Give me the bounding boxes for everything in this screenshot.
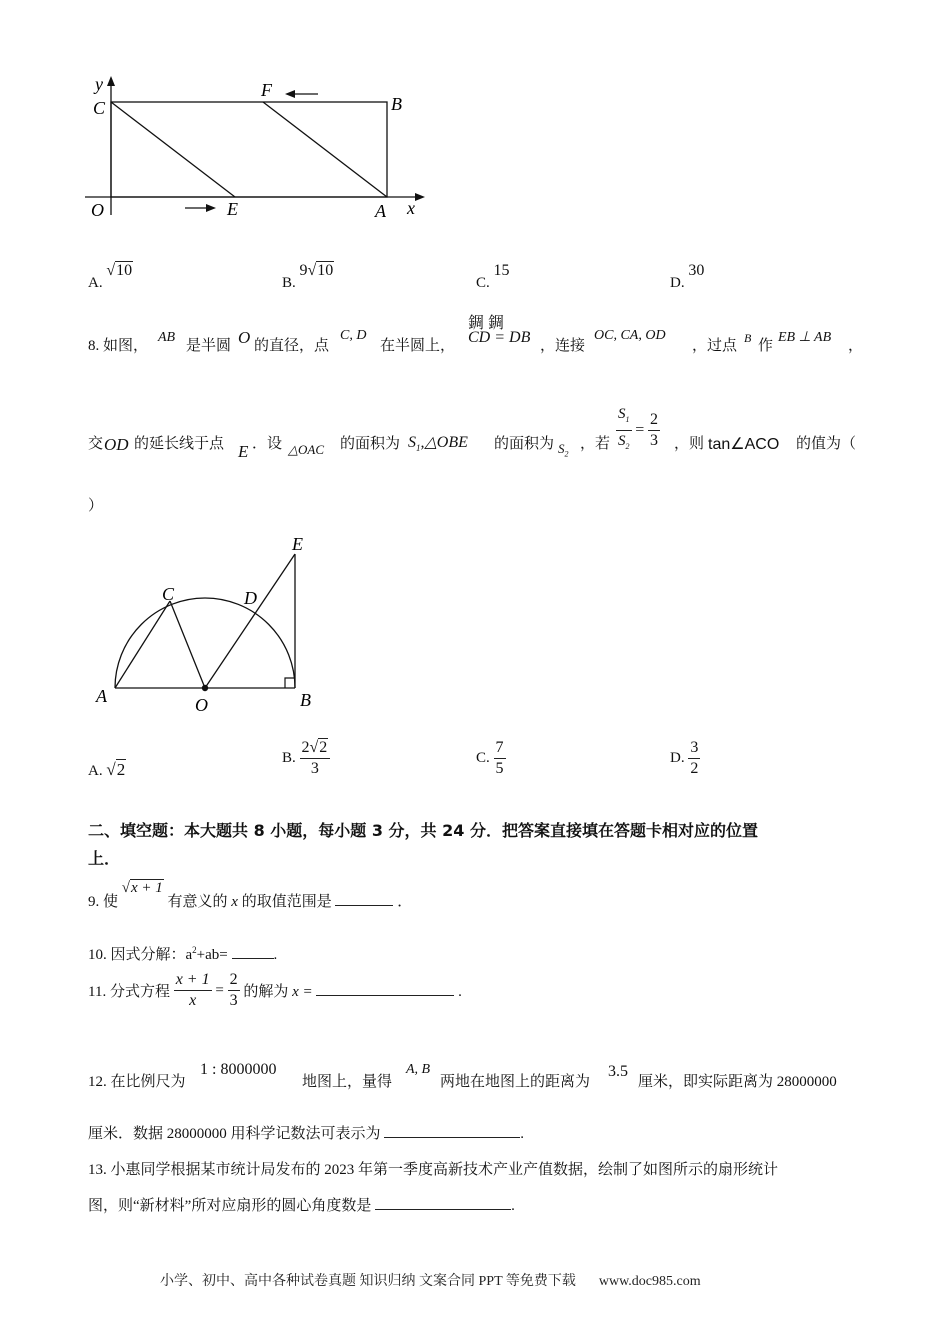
q11-answer-blank[interactable] bbox=[316, 981, 454, 996]
label-x: x bbox=[407, 198, 415, 218]
q11: 11. 分式方程 $\frac{x + 1}{x}$ = $\frac{2}{3}$ 的解为 x = . bbox=[88, 971, 462, 1009]
q7-option-a: A. √10 bbox=[88, 262, 133, 291]
semicircle bbox=[115, 598, 295, 688]
q10-answer-blank[interactable] bbox=[232, 944, 274, 959]
figure-q8 bbox=[88, 530, 328, 720]
segment-ce bbox=[111, 102, 235, 197]
segment-oe bbox=[205, 554, 295, 688]
label-e: E bbox=[292, 534, 303, 554]
label-d: D bbox=[244, 588, 257, 608]
left-arrow-icon bbox=[285, 90, 295, 98]
x-axis-arrow-icon bbox=[415, 193, 425, 201]
label-f: F bbox=[261, 80, 272, 100]
q8-option-c: C. $\frac{7}{5}$ bbox=[476, 739, 504, 777]
q8-ratio-fraction: $\frac{S_1}{S_2}$ = $\frac{2}{3}$ bbox=[618, 406, 659, 451]
q7-option-c: C. 15 bbox=[476, 262, 510, 291]
q12-answer-blank[interactable] bbox=[384, 1123, 520, 1138]
figure-q7 bbox=[85, 70, 435, 230]
label-b: B bbox=[391, 94, 402, 114]
footer-url[interactable]: www.doc985.com bbox=[598, 1274, 701, 1289]
section-heading-cont: 上． bbox=[88, 849, 121, 868]
q12-line2: 厘米．数据 28000000 用科学记数法可表示为 . bbox=[88, 1122, 524, 1146]
y-axis-arrow-icon bbox=[107, 76, 115, 86]
q13-line2: 图，则“新材料”所对应扇形的圆心角度数是 . bbox=[88, 1194, 515, 1218]
label-y: y bbox=[95, 74, 103, 94]
q12-line1: 12. 在比例尺为 1 : 8000000 地图上，量得 A, B 两地在地图上的距离为 3.5 厘米，即实际距离为 28000000 bbox=[88, 1061, 837, 1090]
page-footer bbox=[160, 1270, 701, 1290]
q8-line3: ） bbox=[88, 498, 104, 514]
segment-co bbox=[170, 601, 205, 688]
q13-line1: 13. 小惠同学根据某市统计局发布的 2023 年第一季度高新技术产业产值数据，绘制了如图所示的扇形统计 bbox=[88, 1162, 779, 1178]
q7-option-d: D. 30 bbox=[670, 262, 705, 291]
label-b: B bbox=[300, 690, 311, 710]
q9: 9. 使 √x + 1 有意义的 x 的取值范围是 ． bbox=[88, 880, 413, 910]
label-c: C bbox=[162, 584, 175, 604]
q8-option-a: A. √2 bbox=[88, 760, 126, 779]
label-o: O bbox=[195, 695, 208, 715]
q8-line2: 交 OD 的延长线于点 E ．设 △OAC 的面积为 $S_1,\triangle OBE$ 的面积为 $S_2$ ，若 $\frac{S_1}{S_2}$ = $\frac{2}{3}$ ，则 tan∠ACO 的值为（ bbox=[88, 406, 857, 461]
q10: 10. 因式分解：$a^2+ab=$ . bbox=[88, 945, 278, 963]
rectangle-ocba bbox=[111, 102, 387, 197]
center-point bbox=[202, 685, 208, 691]
q9-answer-blank[interactable] bbox=[335, 891, 393, 906]
label-o: O bbox=[91, 200, 104, 220]
q8-line1: 8. 如图， AB 是半圆 O 的直径，点 C, D 在半圆上， 錭 錭 CD = DB ，连接 OC, CA, OD ，过点 B 作 EB ⊥ AB ， bbox=[88, 315, 864, 354]
right-arrow-icon bbox=[206, 204, 216, 212]
label-a: A bbox=[96, 686, 107, 706]
label-c: C bbox=[93, 98, 106, 118]
right-angle-mark bbox=[285, 678, 295, 688]
segment-fa bbox=[263, 102, 387, 197]
footer-text: 小学、初中、高中各种试卷真题 知识归纳 文案合同 PPT 等免费下载 bbox=[160, 1274, 576, 1289]
section-heading: 二、填空题：本大题共 8 小题，每小题 3 分，共 24 分．把答案直接填在答题卡相对应的位置 bbox=[88, 821, 758, 840]
q7-option-b: B. 9√10 bbox=[282, 262, 334, 291]
label-e: E bbox=[227, 199, 238, 219]
q8-option-b: B. $\frac{2√2}{3}$ bbox=[282, 738, 330, 779]
q13-answer-blank[interactable] bbox=[375, 1195, 511, 1210]
q8-option-d: D. $\frac{3}{2}$ bbox=[670, 739, 699, 777]
label-a: A bbox=[375, 201, 386, 221]
segment-ac bbox=[115, 601, 170, 688]
